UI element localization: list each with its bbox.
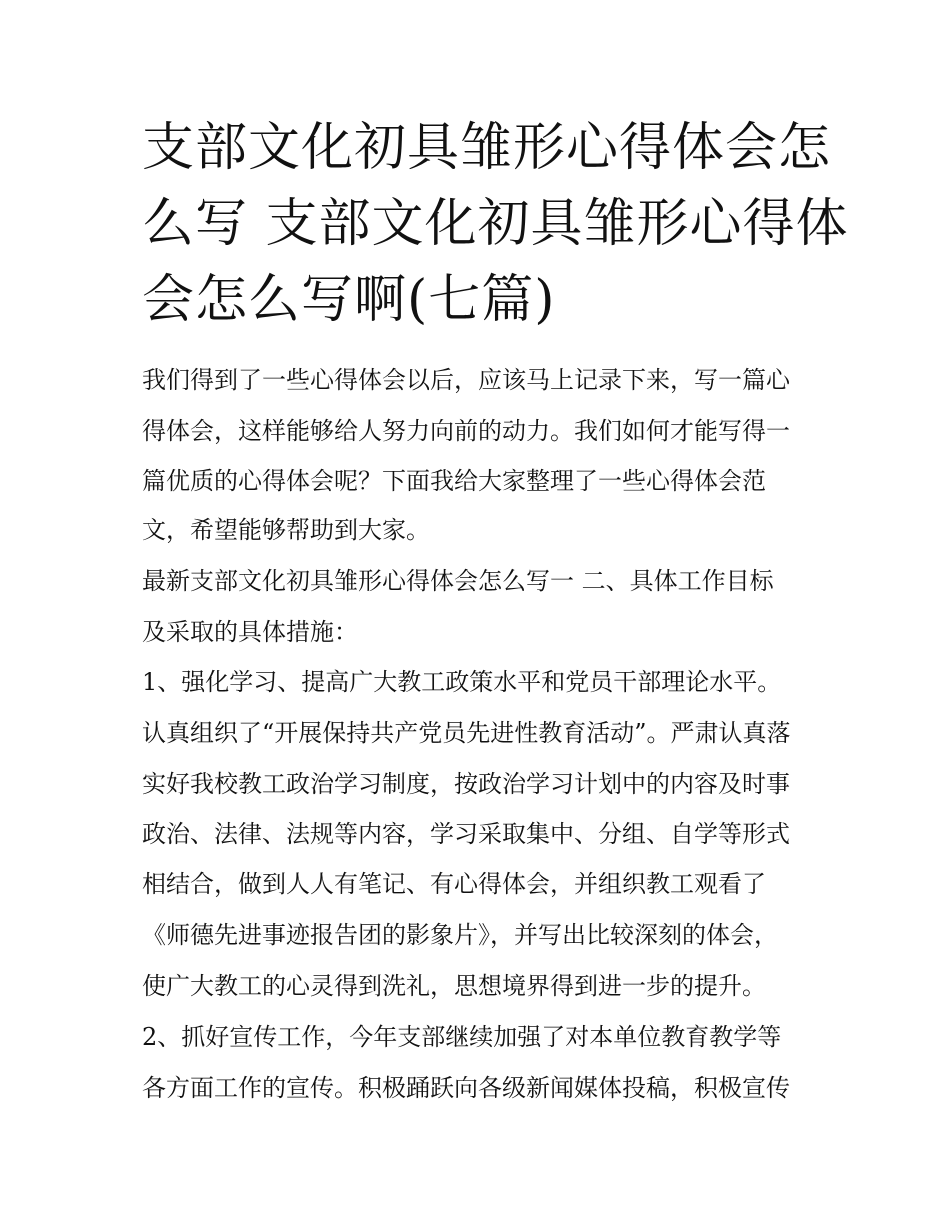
body-line-3: 篇优质的心得体会呢？下面我给大家整理了一些心得体会范 <box>142 467 766 495</box>
body-line-9: 实好我校教工政治学习制度，按政治学习计划中的内容及时事 <box>142 770 790 798</box>
document-title-line-2: 么写 支部文化初具雏形心得体 <box>142 194 849 254</box>
body-line-4: 文，希望能够帮助到大家。 <box>142 516 430 544</box>
body-line-11: 相结合，做到人人有笔记、有心得体会，并组织教工观看了 <box>142 870 766 898</box>
document-title-line-1: 支部文化初具雏形心得体会怎 <box>142 118 832 178</box>
body-line-2: 得体会，这样能够给人努力向前的动力。我们如何才能写得一 <box>142 417 790 445</box>
body-line-1: 我们得到了一些心得体会以后，应该马上记录下来，写一篇心 <box>142 366 790 394</box>
body-line-15: 各方面工作的宣传。积极踊跃向各级新闻媒体投稿，积极宣传 <box>142 1074 790 1102</box>
body-line-10: 政治、法律、法规等内容，学习采取集中、分组、自学等形式 <box>142 820 790 848</box>
body-line-12: 《师德先进事迹报告团的影象片》，并写出比较深刻的体会， <box>142 921 778 949</box>
document-title-line-3: 会怎么写啊(七篇) <box>142 270 556 330</box>
body-line-6: 及采取的具体措施： <box>142 618 358 646</box>
body-line-7: 1、强化学习、提高广大教工政策水平和党员干部理论水平。 <box>142 668 782 696</box>
body-line-14: 2、抓好宣传工作，今年支部继续加强了对本单位教育教学等 <box>142 1023 782 1051</box>
body-line-13: 使广大教工的心灵得到洗礼，思想境界得到进一步的提升。 <box>142 972 766 1000</box>
body-line-8: 认真组织了“开展保持共产党员先进性教育活动”。严肃认真落 <box>142 719 791 747</box>
body-line-5: 最新支部文化初具雏形心得体会怎么写一 二、具体工作目标 <box>142 567 774 595</box>
